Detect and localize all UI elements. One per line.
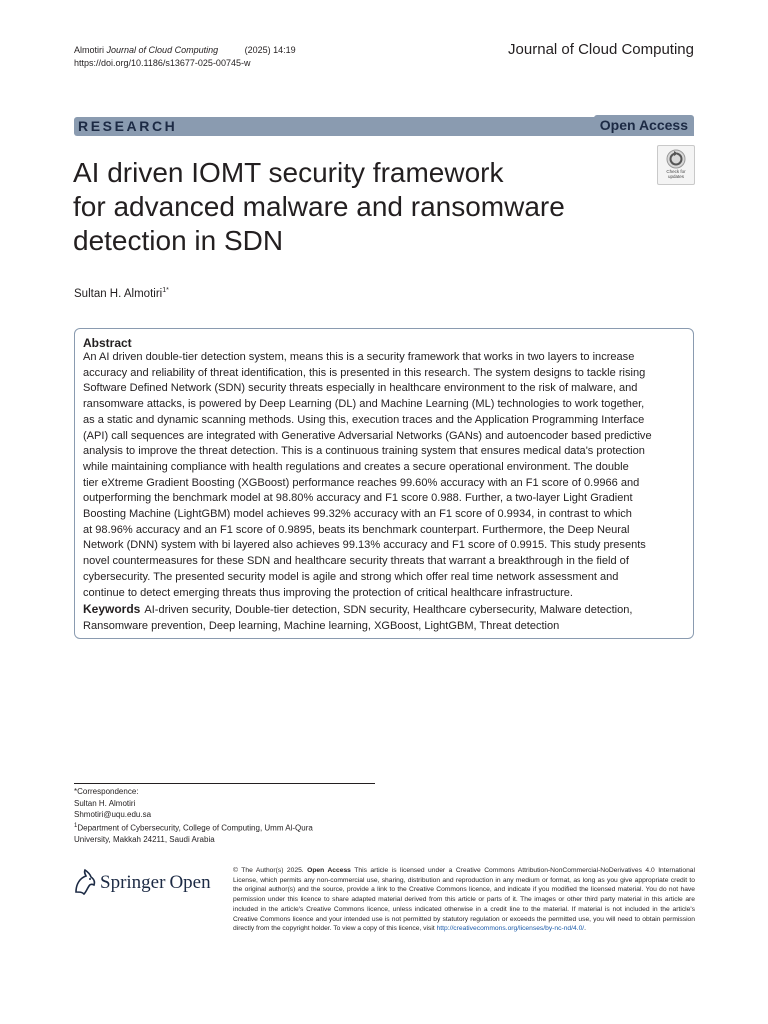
affiliation-line: University, Makkah 24211, Saudi Arabia xyxy=(74,834,215,844)
correspondence-name: Sultan H. Almotiri xyxy=(74,798,136,808)
abstract-line: while maintaining compliance with health regulations and creates a secure operational environment. The double xyxy=(83,460,629,473)
abstract-line: ransomware attacks, is powered by Deep Learning (DL) and Machine Learning (ML) technologies to work together, xyxy=(83,398,645,411)
licence-text xyxy=(233,866,695,934)
abstract-line: cybersecurity. The presented security model is agile and strong which offer real time network assessment and xyxy=(83,570,619,583)
licence-end: . xyxy=(584,925,587,933)
springer-open-logo xyxy=(72,868,222,898)
affiliation-text: Department of Cybersecurity, College of Computing, Umm Al-Qura xyxy=(77,823,313,833)
open-access-label: Open Access xyxy=(594,115,694,136)
author-line xyxy=(74,284,169,301)
journal-name: Journal of Cloud Computing xyxy=(508,41,694,58)
abstract-line: as a static and dynamic scanning methods. Using this, execution traces and the Application Programming Interface xyxy=(83,413,645,426)
abstract-line: (API) call sequences are integrated with Generative Adversarial Networks (GANs) and autoencoder based predictive xyxy=(83,429,652,442)
paper-title xyxy=(73,156,593,258)
research-label: RESEARCH xyxy=(78,118,178,134)
licence-open-access: Open Access xyxy=(307,867,351,874)
footnotes xyxy=(74,786,313,845)
correspondence-email[interactable]: Shmotiri@uqu.edu.sa xyxy=(74,810,152,819)
keywords-label: Keywords xyxy=(83,602,141,617)
abstract-line: Software Defined Network (SDN) security threats especially in healthcare environment to the risk of malware, and xyxy=(83,382,638,395)
abstract-line: continue to detect emerging threats thus improving the protection of critical healthcare infrastructure. xyxy=(83,586,574,599)
check-for-updates-badge[interactable] xyxy=(657,145,695,185)
abstract-line: novel countermeasures for these SDN and healthcare security threats that warrant a breakthrough in the field of xyxy=(83,555,629,568)
year-article: (2025) 14:19 xyxy=(244,45,296,55)
abstract-text xyxy=(83,350,685,601)
keywords xyxy=(83,602,685,634)
licence-link[interactable]: http://creativecommons.org/licenses/by-nc-nd/4.0/ xyxy=(436,925,585,933)
title-line: AI driven IOMT security framework xyxy=(73,157,504,188)
affiliation-line xyxy=(74,821,313,834)
abstract-box xyxy=(74,328,694,639)
affiliation-marker: 1 xyxy=(74,822,78,829)
footnote-rule xyxy=(74,783,375,784)
springer-text: Springer xyxy=(100,872,166,893)
check-updates-icon xyxy=(666,149,686,169)
journal-italic: Journal of Cloud Computing xyxy=(106,45,219,55)
springer-horse-icon xyxy=(72,868,98,896)
abstract-line: accuracy and reliability of threat identification, this is presented in this research. The system designs to tackle rising xyxy=(83,366,646,379)
title-line: detection in SDN xyxy=(73,225,284,256)
licence-body: This article is licensed under a Creative Commons Attribution-NonCommercial-NoDerivatives 4.0 International License, which permits any non-commercial use, sharing, distribution and reproduction in any medium or format, as long as you give appropriate credit to the original author(s) and the source, provide a link to the Creative Commons licence, and indicate if you modified the licensed material. You do not have permission under this licence to share adapted material derived from this article or parts of it. The images or other third party material in this article are included in the article's Creative Commons licence, unless indicated otherwise in a credit line to the material. If material is not included in the article's Creative Commons licence and your intended use is not permitted by statutory regulation or exceeds the permitted use, you will need to obtain permission directly from the copyright holder. To view a copy of this licence, visit xyxy=(233,867,695,933)
abstract-line: analysis to improve the threat detection. This is a continuous training system that ensures medical data's protection xyxy=(83,445,645,458)
correspondence-label: *Correspondence: xyxy=(74,787,139,796)
abstract-line: outperforming the benchmark model at 98.80% accuracy and F1 score 0.988. Further, a two-layer Light Gradient xyxy=(83,492,633,505)
springer-wordmark xyxy=(100,872,211,894)
author-short: Almotiri xyxy=(74,45,105,55)
open-text: Open xyxy=(169,872,211,893)
abstract-line: at 98.96% accuracy and an F1 score of 0.9895, beats its benchmark counterpart. Furthermore, the Deep Neural xyxy=(83,523,630,536)
abstract-line: An AI driven double-tier detection system, means this is a security framework that works in two layers to increase xyxy=(83,351,635,363)
doi-link[interactable]: https://doi.org/10.1186/s13677-025-00745-w xyxy=(74,58,251,68)
abstract-heading: Abstract xyxy=(83,336,132,350)
licence-copyright: © The Author(s) 2025. xyxy=(233,867,304,874)
author-name: Sultan H. Almotiri xyxy=(74,287,163,300)
title-line: for advanced malware and ransomware xyxy=(73,191,565,222)
keywords-line: Ransomware prevention, Deep learning, Machine learning, XGBoost, LightGBM, Threat detection xyxy=(83,619,560,632)
citation-line xyxy=(74,44,296,56)
check-updates-text: Check for updates xyxy=(666,169,686,179)
keywords-line: AI-driven security, Double-tier detection, SDN security, Healthcare cybersecurity, Malware detection, xyxy=(144,604,633,617)
abstract-line: Network (DNN) system with bi layered also achieves 99.13% accuracy and F1 score of 0.9915. This study presents xyxy=(83,539,646,552)
abstract-line: tier eXtreme Gradient Boosting (XGBoost) performance reaches 99.60% accuracy with an F1 score of 0.9966 and xyxy=(83,476,640,489)
abstract-line: Boosting Machine (LightGBM) model achieves 99.32% accuracy with an F1 score of 0.9934, in contrast to which xyxy=(83,508,632,521)
author-affil-marker: 1* xyxy=(162,287,169,294)
